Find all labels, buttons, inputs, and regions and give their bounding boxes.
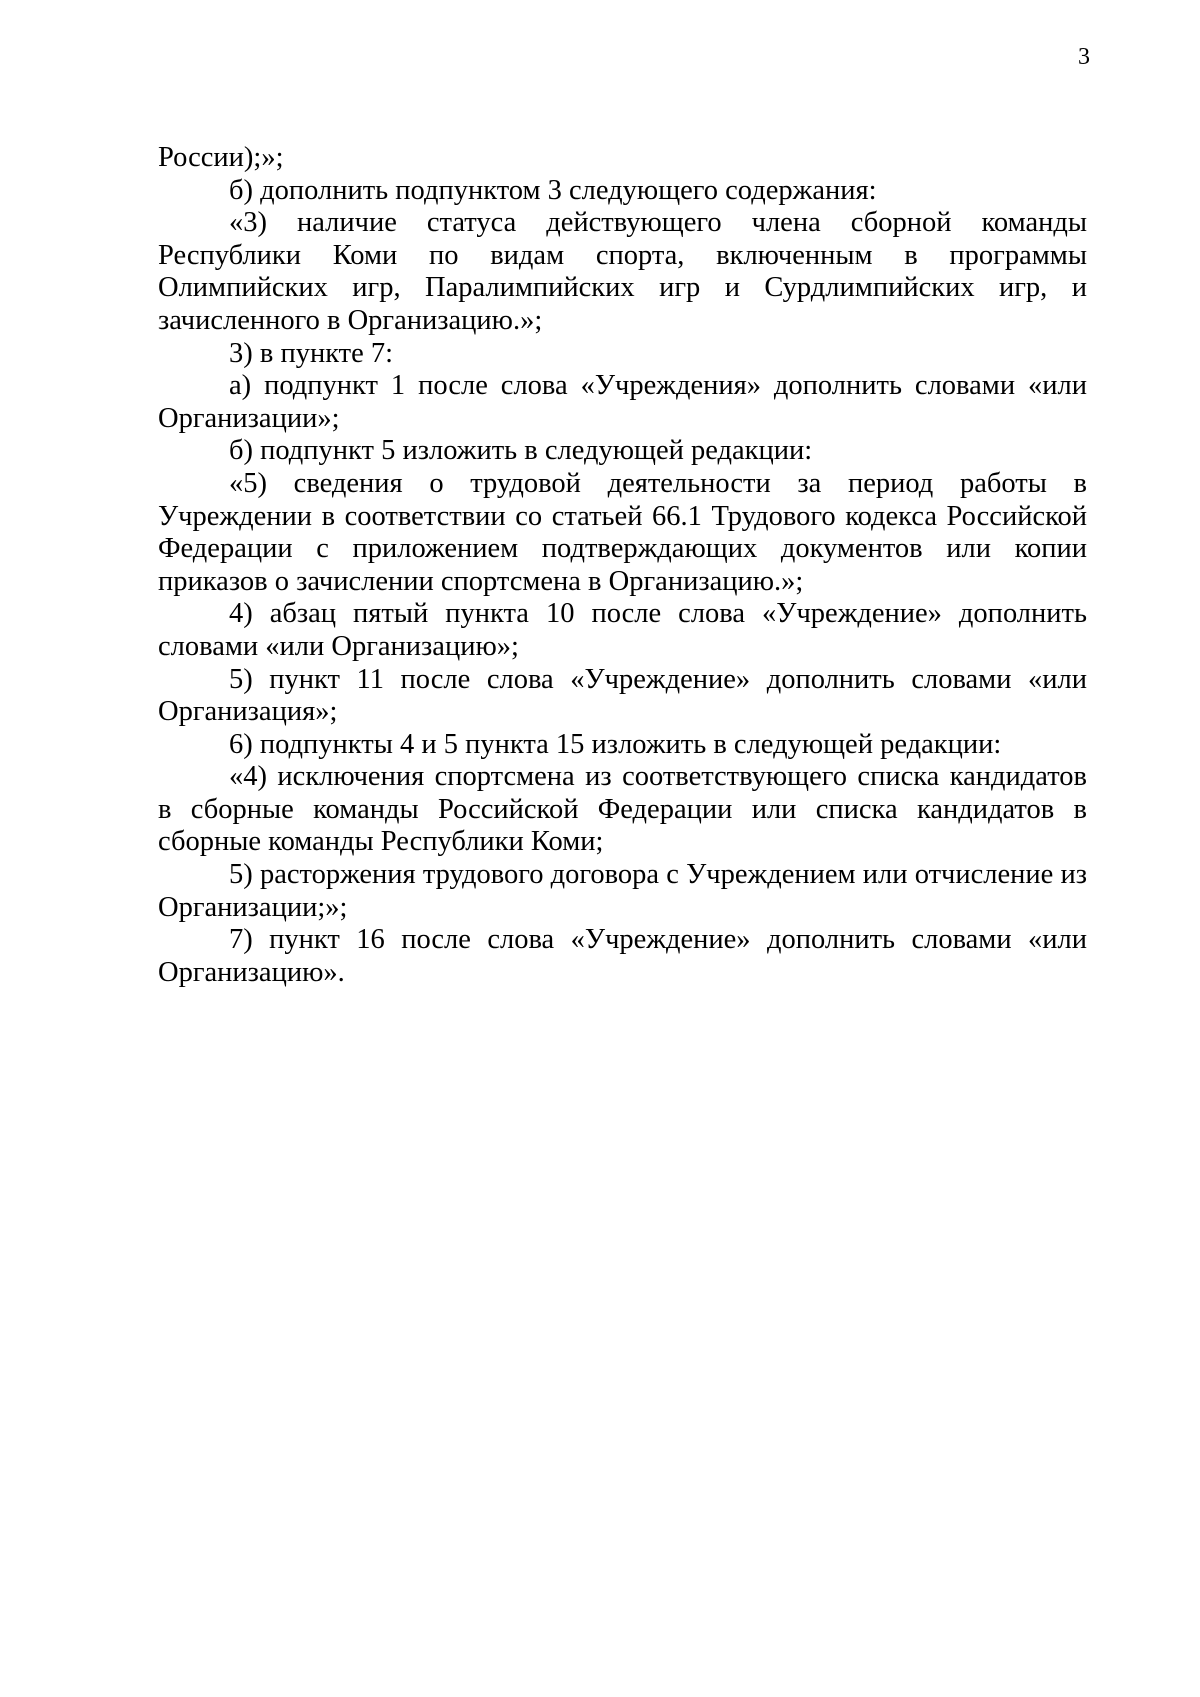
paragraph-subitem-b-add: б) дополнить подпунктом 3 следующего содержания: (229, 174, 877, 206)
paragraph-subitem-a: а) подпункт 1 после слова «Учреждения» дополнить словами «или Организации»; (158, 370, 1087, 434)
paragraph-item-7: 7) пункт 16 после слова «Учреждение» дополнить словами «или Организацию». (158, 924, 1087, 988)
paragraph-quoted-subitem-3: «3) наличие статуса действующего члена сборной команды Республики Коми по видам спорта, включенным в программы Олимпийских игр, Паралимпийских игр и Сурдлимпийских игр, и зачисленного в Организацию.»; (158, 207, 1087, 336)
page-number: 3 (1078, 44, 1090, 70)
paragraph-item-4: 4) абзац пятый пункта 10 после слова «Учреждение» дополнить словами «или Организацию»; (158, 598, 1087, 662)
paragraph-quoted-subitem-5: «5) сведения о трудовой деятельности за период работы в Учреждении в соответствии со статьей 66.1 Трудового кодекса Российской Федерации с приложением подтверждающих документов или копии приказов о зачислении спортсмена в Организацию.»; (158, 467, 1087, 597)
paragraph-subitem-b: б) подпункт 5 изложить в следующей редакции: (229, 435, 813, 467)
paragraph-continuation: России);»; (158, 142, 284, 173)
paragraph-subitem-5-termination: 5) расторжения трудового договора с Учреждением или отчисление из Организации;»; (158, 859, 1087, 923)
paragraph-item-3: 3) в пункте 7: (229, 337, 394, 369)
paragraph-item-6: 6) подпункты 4 и 5 пункта 15 изложить в следующей редакции: (229, 728, 1002, 760)
document-body (158, 142, 1087, 989)
paragraph-item-5: 5) пункт 11 после слова «Учреждение» дополнить словами «или Организация»; (158, 663, 1087, 728)
paragraph-quoted-subitem-4: «4) исключения спортсмена из соответствующего списка кандидатов в сборные команды Российской Федерации или списка кандидатов в сборные команды Республики Коми; (158, 761, 1087, 858)
